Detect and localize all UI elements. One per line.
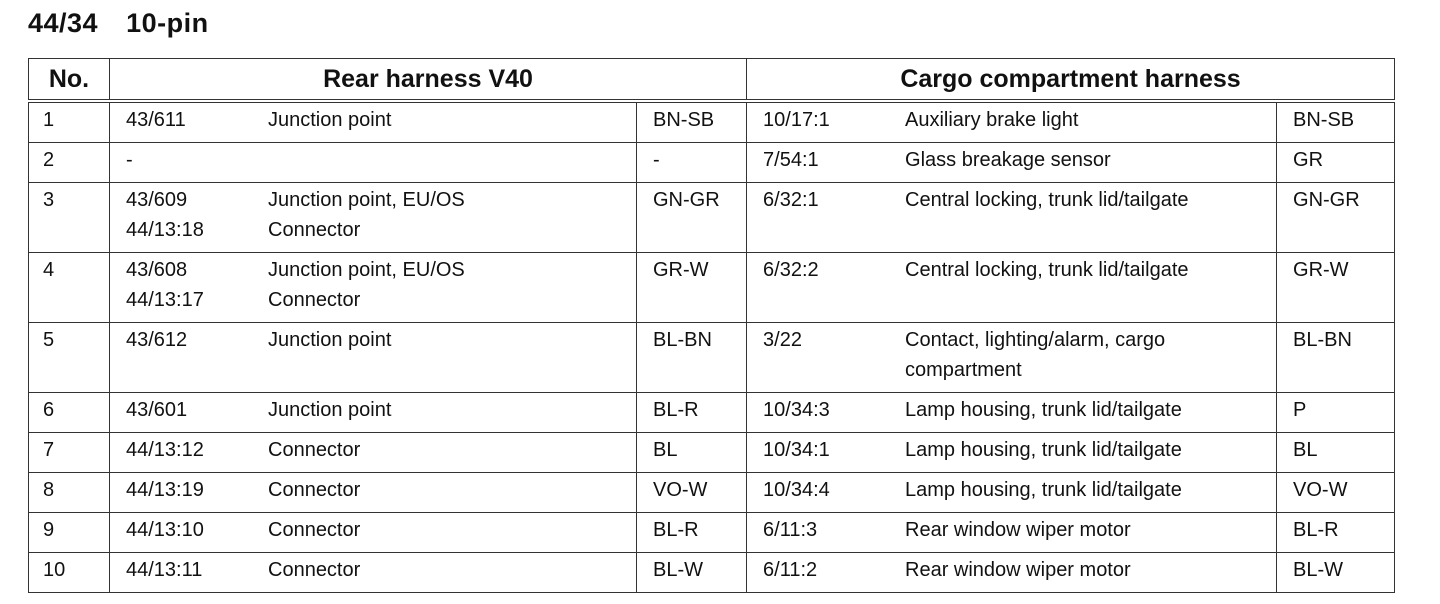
- rear-harness-code: 44/13:12: [126, 439, 204, 461]
- page-title: [28, 8, 209, 39]
- cargo-wire-color: BL-W: [1277, 553, 1395, 593]
- rear-harness-cell: [110, 101, 637, 143]
- rear-harness-cell: [110, 183, 637, 253]
- rear-harness-description: Connector: [268, 559, 361, 581]
- cargo-harness-cell: [747, 183, 1277, 253]
- cargo-harness-cell: [747, 323, 1277, 393]
- cargo-harness-description: Lamp housing, trunk lid/tailgate: [905, 439, 1182, 461]
- rear-harness-cell: [110, 433, 637, 473]
- rear-harness-cell: [110, 253, 637, 323]
- cargo-harness-code: 7/54:1: [763, 149, 819, 171]
- table-row: [29, 323, 1395, 393]
- rear-harness-description: Junction point, EU/OS: [268, 259, 465, 281]
- cargo-harness-code: 6/11:2: [763, 559, 818, 581]
- cargo-wire-color: P: [1277, 393, 1395, 433]
- cargo-harness-code: 10/34:4: [763, 479, 830, 501]
- header-rear-harness: Rear harness V40: [110, 59, 747, 102]
- cargo-harness-description: Glass breakage sensor: [905, 149, 1111, 171]
- cargo-wire-color: GR-W: [1277, 253, 1395, 323]
- rear-harness-code: 43/608: [126, 259, 188, 281]
- rear-harness-code: 44/13:17: [126, 289, 204, 311]
- cargo-wire-color: GN-GR: [1277, 183, 1395, 253]
- cargo-harness-cell: [747, 143, 1277, 183]
- rear-harness-code: 43/601: [126, 399, 188, 421]
- rear-wire-color: BL-R: [637, 513, 747, 553]
- rear-harness-description: Junction point: [268, 329, 392, 351]
- cargo-harness-cell: [747, 513, 1277, 553]
- cargo-harness-description: Rear window wiper motor: [905, 519, 1131, 541]
- cargo-wire-color: BL-R: [1277, 513, 1395, 553]
- rear-harness-description: Connector: [268, 479, 361, 501]
- rear-harness-cell: [110, 473, 637, 513]
- rear-wire-color: BN-SB: [637, 101, 747, 143]
- cargo-harness-code: 3/22: [763, 329, 802, 351]
- rear-harness-description: Junction point: [268, 399, 392, 421]
- table-row: [29, 513, 1395, 553]
- pin-number: 2: [29, 143, 110, 183]
- rear-harness-cell: [110, 323, 637, 393]
- pinout-table: [28, 58, 1395, 593]
- pin-number: 6: [29, 393, 110, 433]
- cargo-harness-cell: [747, 253, 1277, 323]
- rear-harness-code: -: [126, 149, 133, 171]
- cargo-wire-color: BL-BN: [1277, 323, 1395, 393]
- rear-wire-color: -: [637, 143, 747, 183]
- cargo-harness-cell: [747, 101, 1277, 143]
- rear-wire-color: BL-W: [637, 553, 747, 593]
- cargo-harness-cell: [747, 433, 1277, 473]
- cargo-wire-color: BN-SB: [1277, 101, 1395, 143]
- cargo-wire-color: BL: [1277, 433, 1395, 473]
- rear-harness-code: 44/13:10: [126, 519, 204, 541]
- pin-number: 10: [29, 553, 110, 593]
- cargo-harness-description: Lamp housing, trunk lid/tailgate: [905, 399, 1182, 421]
- table-row: [29, 433, 1395, 473]
- table-row: [29, 143, 1395, 183]
- cargo-harness-code: 6/32:1: [763, 189, 819, 211]
- rear-harness-code: 44/13:18: [126, 219, 204, 241]
- rear-harness-description: Connector: [268, 219, 361, 241]
- rear-harness-cell: [110, 393, 637, 433]
- cargo-harness-cell: [747, 553, 1277, 593]
- cargo-harness-description: Lamp housing, trunk lid/tailgate: [905, 479, 1182, 501]
- rear-harness-description: Junction point: [268, 109, 392, 131]
- pin-number: 8: [29, 473, 110, 513]
- rear-wire-color: VO-W: [637, 473, 747, 513]
- rear-harness-cell: [110, 553, 637, 593]
- connector-number: 44/34: [28, 8, 99, 38]
- rear-harness-cell: [110, 513, 637, 553]
- rear-harness-code: 44/13:11: [126, 559, 203, 581]
- cargo-harness-description: Central locking, trunk lid/tailgate: [905, 259, 1189, 281]
- pin-count: 10-pin: [126, 8, 209, 38]
- rear-wire-color: GR-W: [637, 253, 747, 323]
- cargo-harness-description: Auxiliary brake light: [905, 109, 1079, 131]
- cargo-harness-code: 6/32:2: [763, 259, 819, 281]
- pin-number: 7: [29, 433, 110, 473]
- rear-wire-color: BL-BN: [637, 323, 747, 393]
- header-row: [29, 59, 1395, 102]
- cargo-harness-description: Rear window wiper motor: [905, 559, 1131, 581]
- pin-number: 3: [29, 183, 110, 253]
- cargo-harness-code: 10/34:1: [763, 439, 830, 461]
- table-row: [29, 553, 1395, 593]
- cargo-harness-description: Contact, lighting/alarm, cargo compartment: [905, 329, 1166, 381]
- rear-harness-description: Junction point, EU/OS: [268, 189, 465, 211]
- header-no: No.: [29, 59, 110, 102]
- rear-harness-code: 43/609: [126, 189, 188, 211]
- table-row: [29, 183, 1395, 253]
- rear-wire-color: GN-GR: [637, 183, 747, 253]
- pin-number: 5: [29, 323, 110, 393]
- rear-wire-color: BL-R: [637, 393, 747, 433]
- table-row: [29, 101, 1395, 143]
- rear-harness-description: Connector: [268, 439, 361, 461]
- rear-harness-code: 44/13:19: [126, 479, 204, 501]
- header-cargo-harness: Cargo compartment harness: [747, 59, 1395, 102]
- table-row: [29, 253, 1395, 323]
- rear-harness-description: Connector: [268, 519, 361, 541]
- cargo-wire-color: VO-W: [1277, 473, 1395, 513]
- cargo-harness-cell: [747, 473, 1277, 513]
- rear-wire-color: BL: [637, 433, 747, 473]
- cargo-wire-color: GR: [1277, 143, 1395, 183]
- cargo-harness-code: 10/17:1: [763, 109, 830, 131]
- cargo-harness-code: 10/34:3: [763, 399, 830, 421]
- pin-number: 4: [29, 253, 110, 323]
- rear-harness-cell: [110, 143, 637, 183]
- pin-number: 1: [29, 101, 110, 143]
- cargo-harness-description: Central locking, trunk lid/tailgate: [905, 189, 1189, 211]
- rear-harness-description: [268, 145, 636, 175]
- cargo-harness-cell: [747, 393, 1277, 433]
- pin-number: 9: [29, 513, 110, 553]
- table-row: [29, 393, 1395, 433]
- table-row: [29, 473, 1395, 513]
- rear-harness-code: 43/612: [126, 329, 188, 351]
- rear-harness-description: Connector: [268, 289, 361, 311]
- cargo-harness-code: 6/11:3: [763, 519, 818, 541]
- rear-harness-code: 43/611: [126, 109, 186, 131]
